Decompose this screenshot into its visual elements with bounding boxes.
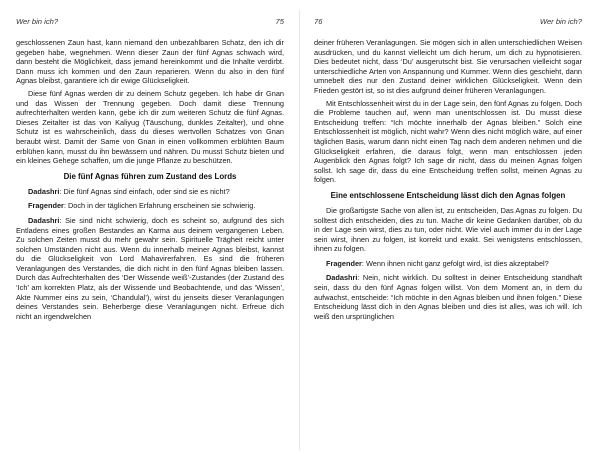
speech-text: : Die fünf Agnas sind einfach, oder sind sie es nicht? [59,186,230,196]
speech-text: : Sie sind nicht schwierig, doch es scheint so, aufgrund des sich Entladens eines großen Bestandes an Karma aus deinem vergangenen Leben. Zu solchen Zeiten musst du mehr gewahr sein. Spirituelle Trägheit reicht unter solchen Umständen nicht aus. Wenn du innerhalb meiner Agnas bleibst, kannst du die Glückseligkeit von Lord Mahavirerfahren. Es sind die früheren Veranlagungen des Verstandes, die dich nicht in den fünf Agnas bleiben lassen. Durch das Aufrechterhalten des ‘Der Wissende weiß’-Zustandes (der Zustand des ‘Ich’ am korrekten Platz, als der Wissende und Beobachtende, und das ‘Wissen’, Akte Nummer eins zu sein, ‘Chandulal’), wirst du jenseits dieser Veranlagungen deines Verstandes sein. Beherberge diese Veranlagungen nicht. Erfreue dich nicht an irgendwelchen [16,215,284,321]
paragraph: Mit Entschlossenheit wirst du in der Lage sein, den fünf Agnas zu folgen. Doch die Probleme tauchen auf, wenn man unentschlossen ist. Du musst diese Entscheidung treffen: “Ich möchte innerhalb der Agnas bleiben.” Solch eine Entschlossenheit ist möglich, nicht wahr? Wenn dies nicht möglich wäre, auf einer täglichen Basis, warum dann nicht einen Tag nach dem anderen nehmen und die Glückseligkeit erfahren, die daraus folgt, wenn man entschlossen jeden Augenblick den Agnas folgt? Ich sage dir nicht, dass du meinen Agnas folgen sollst. Ich sage dir, dass du eine Entscheidung treffen sollst, meinen Agnas zu folgen. [314,98,582,185]
paragraph: deiner früheren Veranlagungen. Sie mögen sich in allen unterschiedlichen Weisen ausdrücken, und du kannst vielleicht um dich herum, um dich zu hypnotisieren. Dies bedeutet nicht, dass ‘Du’ ausgerutscht bist. Sie verursachen vielleicht sogar unterschiedliche Arten von Anspannung und Kummer. Wenn dies geschieht, dann umnebelt dies nur den Zustand deiner wirklichen Glückseligkeit. Wenn dein Frieden gestört ist, so ist dies aufgrund deiner früheren Veranlagungen. [314,38,582,95]
dialogue-paragraph [16,216,284,322]
paragraph: geschlossenen Zaun hast, kann niemand den unbezahlbaren Schatz, den ich dir gegeben habe, wegnehmen. Wenn dieser Zaun der fünf Agnas schwach wird, dann besteht die Möglichkeit, dass jemand hereinkommt und die Inhalte verdirbt. Dann muss ich kommen und den Zaun reparieren. Wenn du also in den fünf Agnas bleibst, garantiere ich dir ewige Glückseligkeit. [16,38,284,86]
right-page [314,0,582,463]
page-gutter [299,10,300,450]
page-number: 76 [314,17,323,26]
speaker-label: Fragender [28,201,64,211]
left-page-header [16,17,284,29]
dialogue-paragraph [314,259,582,269]
left-page [16,0,284,463]
dialogue-paragraph [16,187,284,197]
paragraph: Diese fünf Agnas werden dir zu deinem Schutz gegeben. Ich habe dir Gnan und das Wissen der Trennung gegeben. Doch damit diese Trennung aufrechterhalten werden kann, gebe ich dir zum weiteren Schutz die fünf Agnas. Dieses Zeitalter ist das von Kaliyug (Täuschung, dunkles Zeitalter), und ohne Schutz ist es wahrscheinlich, dass du dieses wertvollen Schatzes von Gnan beraubt wirst. Damit der Same von Gnan in einen vollkommen erblühten Baum erblühen kann, musst du ihn bewässern und nähren. Du musst Schutz bieten und ein kleines Gehege schaffen, um die junge Pflanze zu beschützen. [16,88,284,166]
speech-text: : Wenn ihnen nicht ganz gefolgt wird, ist dies akzeptabel? [361,258,549,268]
speaker-label: Fragender [326,258,362,268]
running-title: Wer bin ich? [539,17,582,26]
section-heading: Eine entschlossene Entscheidung lässt dich den Agnas folgen [330,190,566,200]
dialogue-paragraph [314,273,582,321]
speaker-label: Dadashri [28,215,60,225]
running-title: Wer bin ich? [16,17,59,26]
right-page-header [314,17,582,29]
speaker-label: Dadashri [28,186,60,196]
speech-text: : Doch in der täglichen Erfahrung erscheinen sie schwierig. [63,201,256,211]
left-page-body [16,38,284,321]
speaker-label: Dadashri [326,273,358,283]
page-number: 75 [275,17,284,26]
section-heading: Die fünf Agnas führen zum Zustand des Lords [63,171,237,181]
paragraph: Die großartigste Sache von allen ist, zu entscheiden, Das Agnas zu folgen. Du solltest dich entscheiden, dies zu tun. Mache dir keine Gedanken darüber, ob du in der Lage sein wirst, dies zu tun, oder nicht. Wie viel auch immer du in der Lage sein wirst, ihnen zu folgen, ist korrekt und exakt. Sei wenigstens entschlossen, ihnen zu folgen. [314,205,582,254]
dialogue-paragraph [16,201,284,211]
speech-text: : Nein, nicht wirklich. Du solltest in deiner Entscheidung standhaft sein, dass du den fünf Agnas folgen willst. Von dem Moment an, in dem du aufwachst, entscheide: “Ich möchte in den Agnas bleiben und ihnen folgen.” Diese Entscheidung lässt dich in den Agnas bleiben und dies ist alles, was ich will. Ich weiß den ursprünglichen [314,273,582,321]
right-page-body [314,38,582,321]
